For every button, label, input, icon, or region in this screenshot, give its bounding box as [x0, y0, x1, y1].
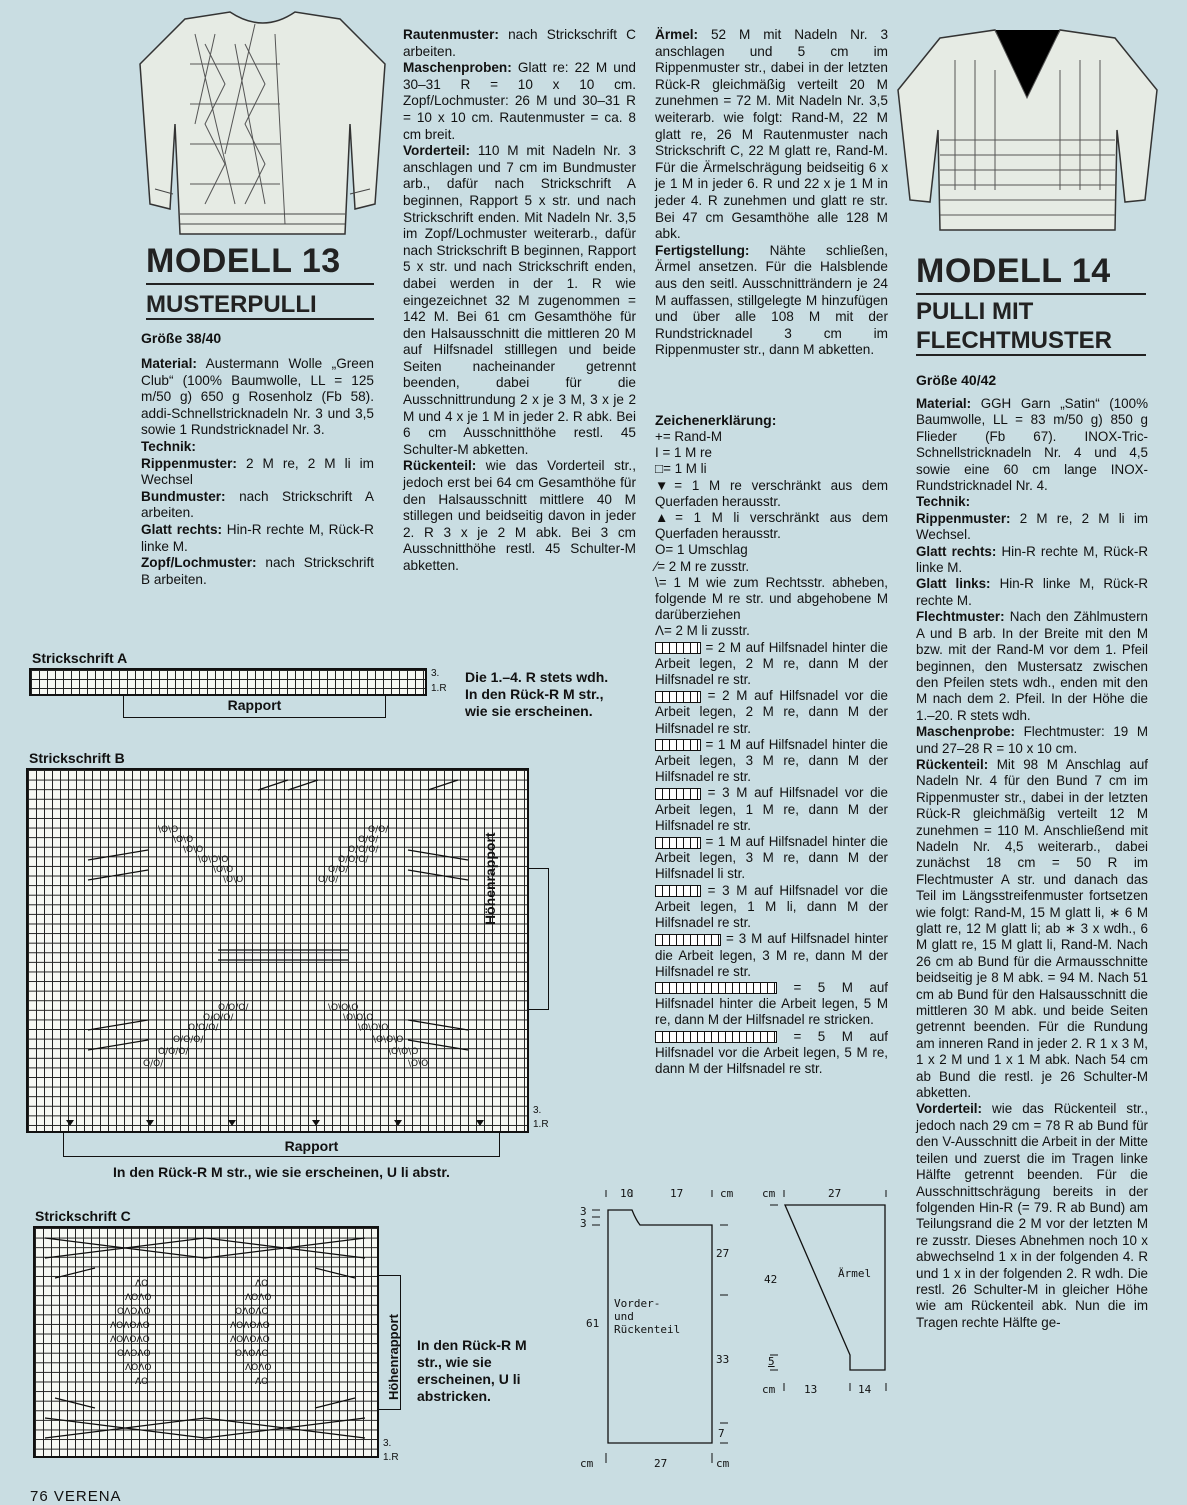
sleeve-schema-drawing: [760, 1185, 900, 1400]
svg-text:OΛOΛO: OΛOΛO: [235, 1349, 269, 1359]
body-width-neck: 10: [620, 1187, 634, 1200]
chart-b-hoehenrapport: Höhenrapport: [482, 832, 498, 925]
vorder-label: Vorderteil:: [403, 143, 470, 159]
svg-text:ΛO: ΛO: [255, 1279, 269, 1289]
legend-item: = 5 M auf Hilfsnadel hinter die Arbeit legen, 5 M re, dann M der Hilfsnadel re stricken.: [655, 979, 888, 1028]
svg-text:O/O/O/: O/O/O/: [203, 1013, 234, 1023]
vorder-text: 110 M mit Nadeln Nr. 3 anschlagen und 7 cm im Bundmuster arb., dafür nach Strickschrift A beginnen, Rapport 5 x str. und nach Strickschrift enden. Mit Nadeln Nr. 3,5 im Zopf/Lochmuster weiterarb., dafür nach Strickschrift B beginnen, Rapport 5 x str. und nach Strickschrift enden, dabei werden in der 1. R wie eingezeichnet 32 M zugenommen = 142 M. Bei 61 cm Gesamthöhe für den Halsausschnitt die mittleren 20 M auf Hilfsnadel stilllegen und beide Seiten nacheinander getrennt beenden, dabei für die Ausschnittrundung 2 x je 3 M, 3 x je 2 M und 4 x je 1 M in jeder 2. R abk. Bei 6 cm Ausschnitthöhe restl. 45 Schulter-M abketten.: [403, 143, 637, 457]
cable-symbol-icon: [655, 934, 721, 946]
model-13-text-column: [141, 356, 374, 588]
rauten-text: nach Strickschrift C arbeiten.: [403, 27, 637, 59]
svg-text:ΛO: ΛO: [255, 1377, 269, 1387]
svg-text:O/O/O/: O/O/O/: [158, 1047, 189, 1057]
svg-text:ΛOΛO: ΛOΛO: [245, 1363, 272, 1373]
m14-flecht-text: Nach den Zählmustern A und B arb. In der Breite mit den M bzw. mit der Rand-M vor dem 1. Pfeil beginnen, den Mustersatz zwischen den Pfeilen stets wdh., enden mit den M nach dem 2. Pfeil. In der Höhe die 1.–20. R stets wdh.: [916, 609, 1148, 723]
m14-material-text: GGH Garn „Satin“ (100% Baumwolle, LL = 83 m/50 g) 850 g Flieder (Fb 67). INOX-Tric-Schnellstricknadeln Nr. 4 und 4,5 sowie eine 60 cm lange INOX-Rundstricknadel Nr. 4.: [916, 396, 1148, 494]
svg-text:ΛOΛOΛO: ΛOΛOΛO: [110, 1335, 150, 1345]
legend-item: I = 1 M re: [655, 445, 712, 461]
chart-a-title: Strickschrift A: [32, 650, 128, 666]
legend-item: = 5 M auf Hilfsnadel vor die Arbeit legen, 5 M re, dann M der Hilfsnadel re str.: [655, 1028, 888, 1076]
legend-item: ▼= 1 M re verschränkt aus dem Querfaden herausstr.: [655, 477, 888, 509]
sleeve-unit-top: cm: [762, 1187, 776, 1200]
sleeve-top-width: 27: [828, 1187, 842, 1200]
chart-a-rapport-label: Rapport: [227, 697, 282, 713]
svg-text:O/O/: O/O/: [328, 865, 349, 875]
body-bottom-unit: cm: [580, 1457, 594, 1470]
svg-text:ΛO: ΛO: [135, 1377, 149, 1387]
sweater-13-drawing: [135, 4, 390, 244]
sleeve-bottom-left: 13: [804, 1383, 818, 1396]
rippen-label: Rippenmuster:: [141, 455, 237, 471]
aermel-label: Ärmel:: [655, 27, 699, 42]
body-unit-top: cm: [720, 1187, 734, 1200]
chart-b-note: In den Rück-R M str., wie sie erscheinen, U li abstr.: [113, 1164, 450, 1180]
svg-text:\O\O\O: \O\O\O: [198, 855, 229, 865]
sleeve-bottom-unit: cm: [762, 1383, 776, 1396]
sleeve-length: 42: [764, 1273, 778, 1286]
chart-a-grid: [29, 668, 427, 696]
legend-item: Λ= 2 M li zusstr.: [655, 623, 750, 639]
rippen-text: 2 M re, 2 M li im Wechsel: [141, 455, 374, 488]
m14-material-label: Material:: [916, 396, 972, 411]
svg-text:O/O/O/: O/O/O/: [218, 1003, 249, 1013]
glatt-text: Hin-R rechte M, Rück-R linke M.: [141, 521, 374, 554]
sweater-14-illustration: [895, 20, 1160, 240]
svg-text:OΛOΛO: OΛOΛO: [117, 1349, 151, 1359]
chart-b-rapport-label: Rapport: [284, 1138, 339, 1154]
cable-symbol-icon: [655, 885, 701, 897]
legend-item: □= 1 M li: [655, 461, 707, 477]
svg-text:ΛOΛO: ΛOΛO: [245, 1293, 272, 1303]
sleeve-cuff-height: 5: [768, 1355, 775, 1368]
m14-vorder-label: Vorderteil:: [916, 1101, 982, 1117]
m14-rueck-text: Mit 98 M Anschlag auf Nadeln Nr. 4 für den Bund 7 cm im Rippenmuster str., dabei in der letzten Rück-R gleichmäßig verteilt 12 M zunehmen = 110 M. Anschließend mit Nadeln Nr. 4,5 weiterarb., dabei zunächst 18 cm = 50 R im Flechtmuster A str. und danach das Teil im Längsstreifenmuster fortsetzen wie folgt: Rand-M, 15 M glatt li, ∗ 6 M glatt re, 12 M glatt li; ab ∗ 3 x wdh., 6 M glatt re, 15 M glatt li, Rand-M. Nach 26 cm ab Bund für die Armausschnitte beidseitig je 8 M abk. = 94 M. Nach 51 cm ab Bund für den Halsausschnitt die mittleren 30 M abk. und beide Seiten getrennt beenden. Für die Rundung am inneren Rand in jeder 2. R 1 x 3 M, 1 x 2 M und 1 x 1 M abk. Nach 54 cm ab Bund die restl. je 26 Schulter-M abketten.: [916, 756, 1148, 1101]
bund-text: nach Strickschrift A arbeiten.: [141, 488, 375, 521]
legend-item: O= 1 Umschlag: [655, 542, 748, 558]
cable-symbol-icon: [655, 788, 701, 800]
cable-symbol-icon: [655, 691, 701, 703]
body-lower-height: 33: [716, 1353, 730, 1366]
glatt-label: Glatt rechts:: [141, 521, 223, 537]
legend-item: = 2 M auf Hilfsnadel hinter die Arbeit legen, 2 M re, dann M der Hilfsnadel re str.: [655, 639, 888, 688]
chart-b-title: Strickschrift B: [29, 750, 125, 766]
svg-text:\O\O\O: \O\O\O: [373, 1035, 404, 1045]
material-text: Austermann Wolle „Green Club“ (100% Baumwolle, LL = 125 m/50 g) 650 g Rosenholz (Fb 58). addi-Schnellstricknadeln Nr. 3 und 3,5 sowie 1 Rundstricknadel Nr. 3.: [141, 356, 374, 438]
chart-c-hoehenrapport: Höhenrapport: [386, 1314, 401, 1400]
proben-text: Glatt re: 22 M und 30–31 R = 10 x 10 cm. Zopf/Lochmuster: 26 M und 30–31 R = 10 x 10 cm. Rautenmuster = ca. 8 cm breit.: [403, 60, 636, 142]
svg-text:O/O/: O/O/: [143, 1059, 164, 1069]
cable-symbol-icon: [655, 642, 701, 654]
body-bottom-unit-right: cm: [716, 1457, 730, 1470]
m14-rueck-label: Rückenteil:: [916, 756, 989, 772]
cable-symbol-icon: [655, 837, 701, 849]
body-label: Vorder- und Rückenteil: [614, 1297, 681, 1336]
svg-text:O/O/O/: O/O/O/: [188, 1023, 219, 1033]
bund-label: Bundmuster:: [141, 488, 226, 504]
svg-text:ΛOΛOΛO: ΛOΛOΛO: [230, 1335, 270, 1345]
legend-item: \= 1 M wie zum Rechtsstr. abheben, folgende M re str. und abgehobene M darüberziehen: [655, 574, 888, 623]
model-13-title: MODELL 13: [146, 242, 374, 285]
chart-c-motif: [35, 1228, 381, 1460]
legend-item: ⁄= 2 M re zusstr.: [655, 558, 750, 574]
chart-a-row-top: 3.: [431, 668, 440, 679]
body-neck-depth-a: 3: [580, 1205, 587, 1218]
m14-glatt-li-text: Hin-R linke M, Rück-R rechte M.: [916, 576, 1148, 608]
cable-symbol-icon: [655, 739, 701, 751]
m14-vorder-text: wie das Rückenteil str., jedoch nach 29 cm = 78 R ab Bund für den V-Ausschnitt die Arbeit in der Mitte teilen und zuerst die im Tragen linke Hälfte getrennt beenden. Für die Ausschnittschrägung bereits in der folgenden Hin-R (= 79. R ab Bund) am Teilungsrand die 2 M vor der letzten M re zusstr. Dieses Abnehmen noch 10 x abwechselnd 1 x in der folgenden 4. R und 1 x in der folgenden 2. R wdh. Die restl. 26 Schulter-M in gleicher Höhe wie am Rückenteil abk. Nun die im Tragen rechte Hälfte ge-: [916, 1101, 1148, 1330]
middle-text-column: [403, 27, 636, 575]
sleeve-schema: [760, 1185, 900, 1400]
rauten-label: Rautenmuster:: [403, 27, 499, 42]
chart-b-grid: [26, 768, 529, 1133]
right-center-text-column: [655, 27, 888, 359]
chart-c-row-top: 3.: [383, 1438, 392, 1449]
svg-text:\O\O\O: \O\O\O: [358, 1023, 389, 1033]
legend-list: [655, 429, 888, 1077]
model-13-size: Größe 38/40: [141, 330, 222, 346]
svg-text:\O\O\O: \O\O\O: [388, 1047, 419, 1057]
zopf-label: Zopf/Lochmuster:: [141, 555, 257, 571]
svg-text:O/O/: O/O/: [358, 835, 379, 845]
svg-text:O/O/O/: O/O/O/: [348, 845, 379, 855]
body-bottom-width: 27: [654, 1457, 668, 1470]
chart-b-row-top: 3.: [533, 1105, 542, 1116]
legend-item: = 1 M auf Hilfsnadel hinter die Arbeit legen, 3 M re, dann M der Hilfsnadel re str.: [655, 736, 888, 785]
svg-text:ΛO: ΛO: [135, 1279, 149, 1289]
legend-item: = 1 M auf Hilfsnadel hinter die Arbeit legen, 3 M re, dann M der Hilfsnadel li str.: [655, 834, 888, 882]
material-label: Material:: [141, 356, 197, 371]
model-13-subtitle: MUSTERPULLI: [146, 292, 374, 320]
body-total-height: 61: [586, 1317, 600, 1330]
fertig-text: Nähte schließen, Ärmel ansetzen. Für die Halsblende aus den seitl. Ausschnitträndern je 24 M auffassen, stillgelegte M hinzufügen und über alle 108 M mit der Rundstricknadel 3 cm im Rippenmuster str., dann M abketten.: [655, 242, 888, 358]
chart-c-hoehen-bracket: [379, 1275, 401, 1410]
zopf-text: nach Strickschrift B arbeiten.: [141, 555, 375, 587]
chart-c-title: Strickschrift C: [35, 1208, 131, 1224]
sleeve-bottom-right: 14: [858, 1383, 872, 1396]
svg-text:ΛOΛOΛO: ΛOΛOΛO: [110, 1321, 150, 1331]
model-14-subtitle-2: FLECHTMUSTER: [916, 328, 1146, 356]
legend-item: = 2 M auf Hilfsnadel vor die Arbeit legen, 2 M re, dann M der Hilfsnadel re str.: [655, 688, 888, 736]
chart-a-row-bottom: 1.R: [431, 683, 447, 694]
page-footer: 76 VERENA: [30, 1488, 122, 1505]
svg-text:\O\O\O: \O\O\O: [343, 1013, 374, 1023]
body-armhole-height: 27: [716, 1247, 730, 1260]
rueck-text: wie das Vorderteil str., jedoch erst bei 64 cm Gesamthöhe für den Halsausschnitt mittlere 40 M stillegen und beidseitig davon in jeder 2. R 3 x je 2 M abk. Bei 3 cm Ausschnitthöhe restl. 45 Schulter-M abketten.: [403, 458, 636, 573]
svg-text:\O\O: \O\O: [158, 825, 179, 835]
m14-glatt-li-label: Glatt links:: [916, 576, 991, 592]
model-14-subtitle-1: PULLI MIT: [916, 298, 1034, 325]
chart-b-row-bottom: 1.R: [533, 1119, 549, 1130]
body-width-shoulder: 17: [670, 1187, 684, 1200]
svg-text:OΛOΛO: OΛOΛO: [117, 1307, 151, 1317]
sleeve-label: Ärmel: [838, 1267, 872, 1280]
m14-glatt-re-label: Glatt rechts:: [916, 543, 997, 559]
svg-text:ΛOΛOΛO: ΛOΛOΛO: [230, 1321, 270, 1331]
svg-text:\O\O: \O\O: [213, 865, 234, 875]
svg-text:\O\O: \O\O: [183, 845, 204, 855]
svg-text:\O\O: \O\O: [408, 1059, 429, 1069]
sweater-13-illustration: [135, 4, 390, 244]
aermel-text: 52 M mit Nadeln Nr. 3 anschlagen und 5 cm im Rippenmuster str., dabei in der letzten Rück-R gleichmäßig verteilt 20 M zunehmen = 72 M. Mit Nadeln Nr. 3,5 weiterarb. wie folgt: Rand-M, 22 M glatt re, 26 M Rautenmuster nach Strickschrift C, 22 M glatt re, Rand-M. Für die Ärmelschrägung beidseitig 6 x je 1 M in jeder 6. R und 22 x je 1 M in jeder 4. R zunehmen und glatt re str. Bei 47 cm Gesamthöhe alle 128 M abk.: [655, 27, 888, 242]
svg-text:O/O/O/: O/O/O/: [173, 1035, 204, 1045]
svg-text:\O\O: \O\O: [173, 835, 194, 845]
technik-label: Technik:: [141, 438, 196, 454]
proben-label: Maschenproben:: [403, 60, 512, 76]
m14-probe-label: Maschenprobe:: [916, 724, 1015, 740]
chart-c-note: In den Rück-R M str., wie sie erscheinen, U li abstricken.: [417, 1337, 527, 1404]
svg-text:ΛOΛO: ΛOΛO: [125, 1293, 152, 1303]
sweater-14-drawing: [895, 20, 1160, 240]
legend-item: += Rand-M: [655, 429, 722, 444]
chart-a-note: Die 1.–4. R stets wdh. In den Rück-R M str., wie sie erscheinen.: [465, 669, 609, 719]
legend-item: ▲= 1 M li verschränkt aus dem Querfaden herausstr.: [655, 510, 888, 542]
m14-technik-label: Technik:: [916, 494, 971, 510]
m14-rippen-text: 2 M re, 2 M li im Wechsel.: [916, 510, 1148, 543]
svg-text:\O\O: \O\O: [223, 875, 244, 885]
legend-item: = 3 M auf Hilfsnadel hinter die Arbeit legen, 3 M re, dann M der Hilfsnadel re str.: [655, 931, 888, 979]
m14-glatt-re-text: Hin-R rechte M, Rück-R linke M.: [916, 543, 1148, 576]
legend-item: = 3 M auf Hilfsnadel vor die Arbeit legen, 1 M re, dann M der Hilfsnadel re str.: [655, 785, 888, 833]
body-neck-depth-b: 3: [580, 1217, 587, 1230]
svg-text:O/O/: O/O/: [318, 875, 339, 885]
model-14-size: Größe 40/42: [916, 372, 997, 388]
cable-symbol-icon: [655, 982, 777, 994]
legend-item: = 3 M auf Hilfsnadel vor die Arbeit legen, 1 M li, dann M der Hilfsnadel re str.: [655, 882, 888, 931]
body-rib-height: 7: [718, 1427, 725, 1440]
cable-symbol-icon: [655, 1031, 777, 1043]
chart-c-grid: [33, 1226, 379, 1458]
fertig-label: Fertigstellung:: [655, 242, 750, 258]
chart-b-hoehen-bracket: [529, 868, 549, 1010]
m14-probe-text: Flechtmuster: 19 M und 27–28 R = 10 x 10 cm.: [916, 724, 1148, 756]
svg-text:O/O/O/: O/O/O/: [338, 855, 369, 865]
svg-text:O/O/: O/O/: [368, 825, 389, 835]
legend-title: Zeichenerklärung:: [655, 412, 777, 428]
body-schema: [570, 1185, 745, 1475]
chart-c-row-bottom: 1.R: [383, 1452, 399, 1463]
svg-text:ΛOΛO: ΛOΛO: [125, 1363, 152, 1373]
m14-rippen-label: Rippenmuster:: [916, 510, 1011, 526]
rueck-label: Rückenteil:: [403, 458, 477, 474]
m14-flecht-label: Flechtmuster:: [916, 609, 1005, 625]
chart-b-motif: [28, 770, 531, 1135]
svg-text:\O\O\O: \O\O\O: [328, 1003, 359, 1013]
model-14-title: MODELL 14: [916, 252, 1146, 295]
model-14-text-column: [916, 396, 1148, 1331]
svg-text:OΛOΛO: OΛOΛO: [235, 1307, 269, 1317]
